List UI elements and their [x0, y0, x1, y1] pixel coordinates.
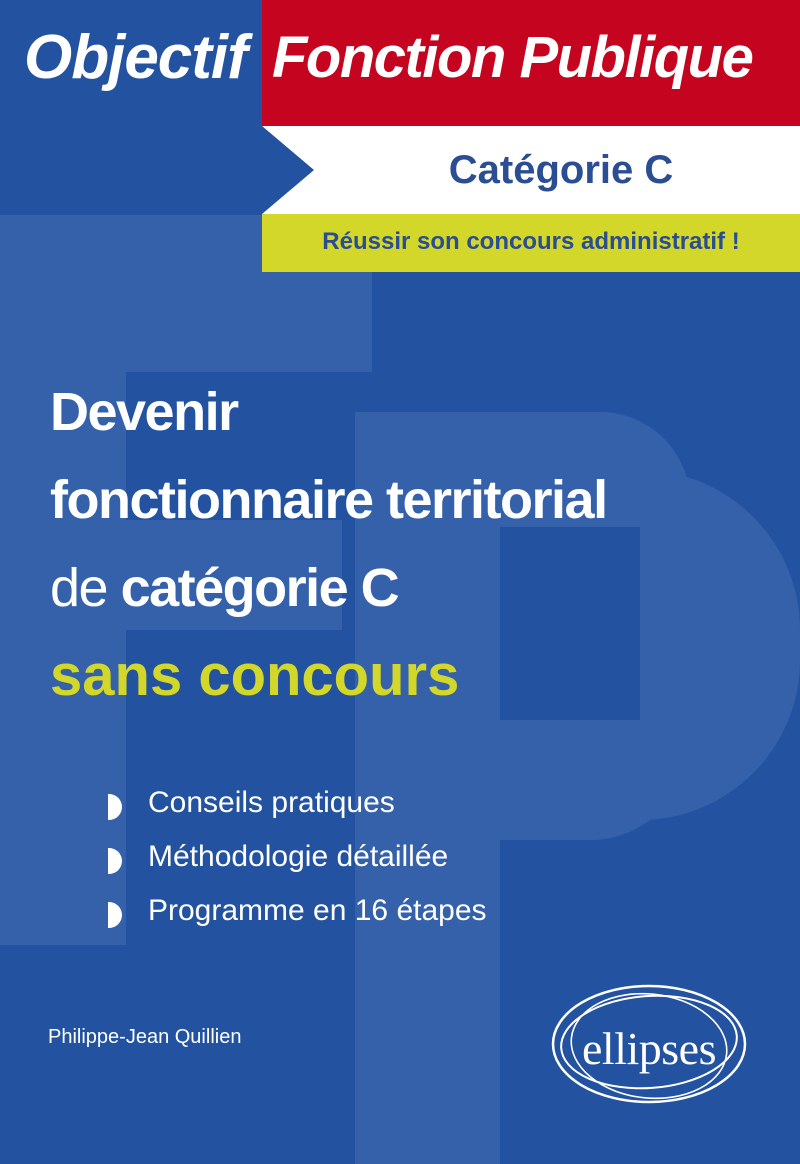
series-header-left [0, 0, 262, 128]
list-item-text: Conseils pratiques [148, 786, 395, 819]
tagline-band [262, 214, 800, 272]
title-subtitle: sans concours [50, 643, 460, 708]
title-line-3-light: de [50, 558, 121, 618]
tagline: Réussir son concours administratif ! [322, 228, 740, 255]
collection-name: Fonction Publique [272, 25, 753, 90]
list-item-text: Méthodologie détaillée [148, 840, 449, 873]
collection-band [262, 0, 800, 126]
title-line-2: fonctionnaire territorial [50, 470, 607, 530]
author-name: Philippe-Jean Quillien [48, 1026, 242, 1048]
category-label: Catégorie C [448, 148, 674, 192]
arrow-notch-icon [262, 126, 314, 214]
title-line-1: Devenir [50, 382, 238, 442]
publisher-logo [548, 978, 750, 1110]
book-title [50, 368, 780, 720]
series-objectif: Objectif [24, 23, 247, 92]
category-band [262, 126, 800, 214]
list-item-text: Programme en 16 étapes [148, 894, 487, 927]
publisher-name: ellipses [582, 1023, 716, 1074]
title-line-3-bold: catégorie C [120, 558, 399, 618]
title-line-3 [50, 544, 780, 632]
